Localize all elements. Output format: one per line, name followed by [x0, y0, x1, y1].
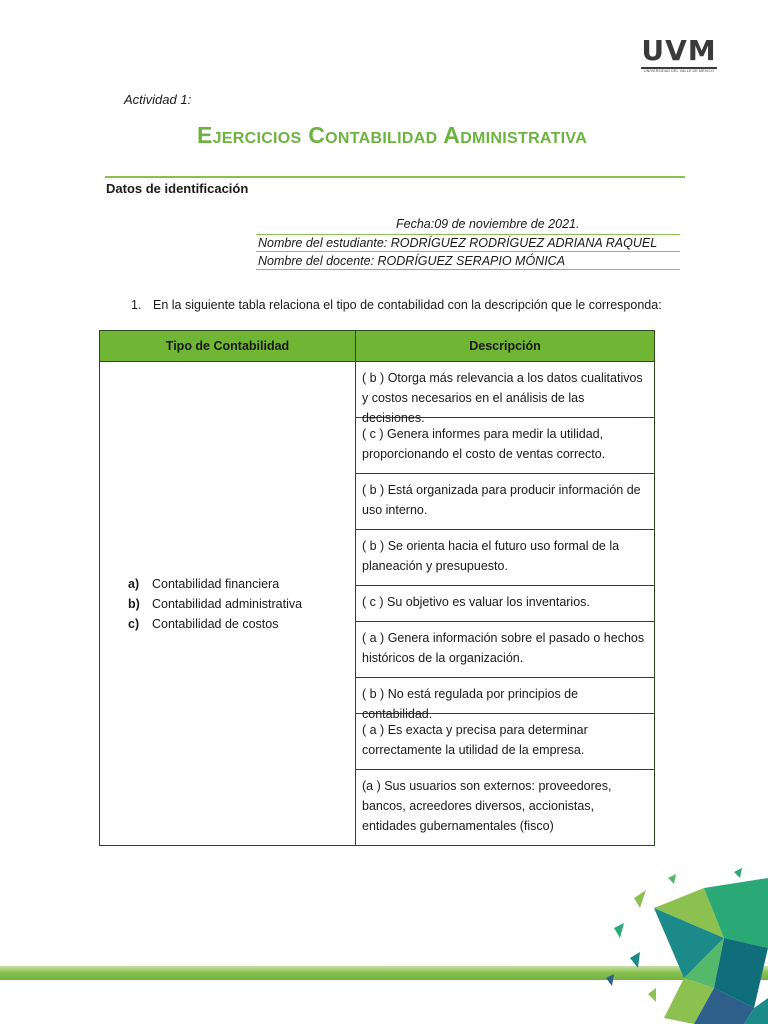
description-item: ( a ) Genera información sobre el pasado o hechos históricos de la organización.	[356, 622, 654, 678]
teacher-name-line: Nombre del docente: RODRÍGUEZ SERAPIO MÓNICA	[256, 253, 680, 270]
type-label: c)	[128, 616, 140, 631]
date-line: Fecha:09 de noviembre de 2021.	[396, 217, 580, 231]
section-heading: Datos de identificación	[106, 181, 249, 196]
logo-subtitle: UNIVERSIDAD DEL VALLE DE MÉXICO	[644, 69, 714, 73]
matching-table	[99, 330, 655, 846]
type-text: Contabilidad administrativa	[152, 596, 303, 611]
description-item: ( c ) Genera informes para medir la utilidad, proporcionando el costo de ventas correcto.	[356, 418, 654, 474]
description-item: ( b ) Se orienta hacia el futuro uso formal de la planeación y presupuesto.	[356, 530, 654, 586]
description-item: ( b ) Está organizada para producir información de uso interno.	[356, 474, 654, 530]
document-title: Ejercicios Contabilidad Administrativa	[196, 122, 588, 148]
question-number: 1.	[131, 298, 142, 312]
type-label: a)	[128, 576, 140, 591]
type-item-a	[128, 574, 354, 594]
description-item: (a ) Sus usuarios son externos: proveedores, bancos, acreedores diversos, accionistas, entidades gubernamentales (fisco)	[362, 779, 612, 833]
student-name-line: Nombre del estudiante: RODRÍGUEZ RODRÍGUEZ ADRIANA RAQUEL	[256, 234, 680, 252]
types-cell	[100, 362, 356, 846]
type-text: Contabilidad de costos	[152, 616, 279, 631]
title-divider	[105, 176, 685, 178]
description-item: ( b ) No está regulada por principios de contabilidad.	[356, 678, 654, 714]
question-text: En la siguiente tabla relaciona el tipo de contabilidad con la descripción que le corresponda:	[153, 298, 662, 312]
descriptions-cell	[356, 362, 655, 846]
description-item: ( a ) Es exacta y precisa para determinar correctamente la utilidad de la empresa.	[356, 714, 654, 770]
header-type: Tipo de Contabilidad	[100, 331, 356, 362]
description-item: ( b ) Otorga más relevancia a los datos cualitativos y costos necesarios en el análisis de las decisiones.	[356, 362, 654, 418]
type-item-c	[128, 614, 354, 634]
type-text: Contabilidad financiera	[152, 576, 280, 591]
description-item: ( c ) Su objetivo es valuar los inventarios.	[356, 586, 654, 622]
question-1	[131, 298, 662, 312]
header-description: Descripción	[356, 331, 655, 362]
logo-text: UVM	[641, 34, 717, 67]
type-item-b	[128, 594, 354, 614]
table-header-row	[100, 331, 655, 362]
geometric-decoration	[594, 868, 768, 1024]
table-row	[100, 362, 655, 846]
activity-label: Actividad 1:	[124, 92, 192, 107]
uvm-logo	[639, 36, 719, 76]
type-label: b)	[128, 596, 140, 611]
